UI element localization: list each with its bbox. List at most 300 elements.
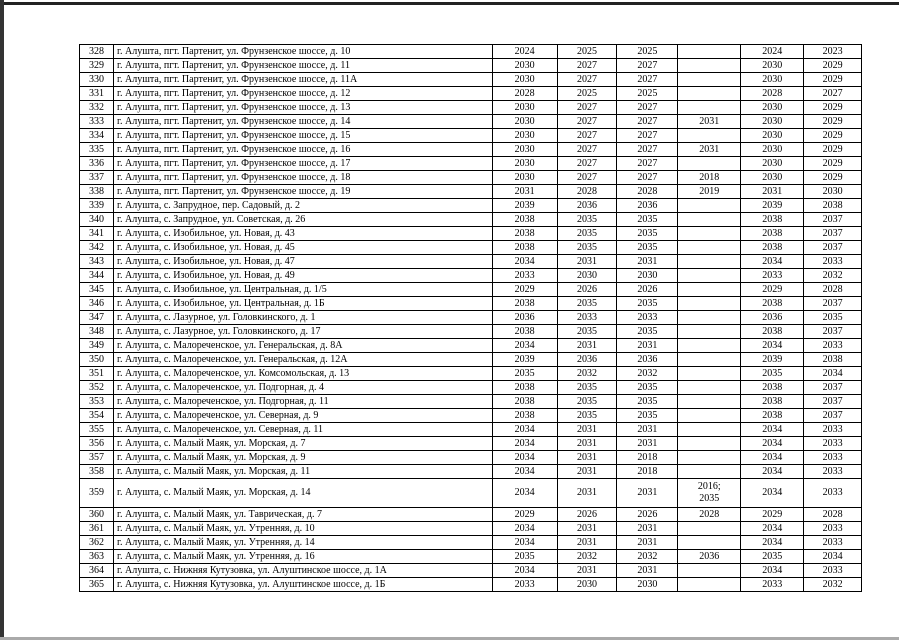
year-cell-5: 2034 [741,465,804,479]
year-cell-6: 2027 [804,87,862,101]
year-cell-2: 2035 [557,325,617,339]
year-cell-2: 2027 [557,129,617,143]
year-cell-5: 2034 [741,451,804,465]
year-cell-2: 2035 [557,213,617,227]
year-cell-3: 2027 [617,143,678,157]
year-cell-4: 2031 [678,115,741,129]
year-cell-5: 2034 [741,479,804,508]
year-cell-2: 2031 [557,423,617,437]
year-cell-1: 2029 [492,508,557,522]
year-cell-5: 2034 [741,339,804,353]
year-cell-1: 2039 [492,353,557,367]
year-cell-5: 2038 [741,213,804,227]
year-cell-5: 2030 [741,59,804,73]
year-cell-5: 2030 [741,115,804,129]
year-cell-3: 2031 [617,437,678,451]
row-number: 339 [80,199,114,213]
year-cell-3: 2033 [617,311,678,325]
row-number: 353 [80,395,114,409]
row-number: 347 [80,311,114,325]
year-cell-5: 2030 [741,171,804,185]
year-cell-1: 2030 [492,171,557,185]
year-cell-5: 2030 [741,73,804,87]
year-cell-6: 2029 [804,157,862,171]
year-cell-4 [678,578,741,592]
year-cell-3: 2035 [617,297,678,311]
address-cell: г. Алушта, с. Малореченское, ул. Комсомольская, д. 13 [114,367,493,381]
year-cell-6: 2038 [804,353,862,367]
row-number: 364 [80,564,114,578]
year-cell-2: 2036 [557,353,617,367]
row-number: 349 [80,339,114,353]
year-cell-1: 2038 [492,241,557,255]
year-cell-6: 2028 [804,508,862,522]
year-cell-3: 2035 [617,227,678,241]
year-cell-1: 2038 [492,395,557,409]
year-cell-1: 2034 [492,522,557,536]
year-cell-5: 2033 [741,269,804,283]
year-cell-6: 2029 [804,59,862,73]
year-cell-2: 2036 [557,199,617,213]
year-cell-1: 2038 [492,409,557,423]
year-cell-5: 2038 [741,395,804,409]
year-cell-1: 2034 [492,451,557,465]
address-cell: г. Алушта, с. Малореченское, ул. Генеральская, д. 8А [114,339,493,353]
year-cell-4 [678,353,741,367]
table-row [80,479,862,508]
year-cell-3: 2035 [617,241,678,255]
year-cell-6: 2030 [804,185,862,199]
year-cell-3: 2031 [617,255,678,269]
year-cell-5: 2034 [741,536,804,550]
table-row [80,87,862,101]
year-cell-1: 2034 [492,339,557,353]
year-cell-5: 2034 [741,255,804,269]
table-row [80,297,862,311]
year-cell-4 [678,479,741,508]
year-cell-5: 2035 [741,367,804,381]
address-cell: г. Алушта, с. Малореченское, ул. Подгорная, д. 11 [114,395,493,409]
address-cell: г. Алушта, пгт. Партенит, ул. Фрунзенское шоссе, д. 18 [114,171,493,185]
year-cell-2: 2027 [557,73,617,87]
year-cell-6: 2029 [804,143,862,157]
year-cell-4 [678,269,741,283]
year-cell-6: 2037 [804,227,862,241]
table-row [80,325,862,339]
year-cell-line-2: 2035 [699,493,720,504]
year-cell-1: 2034 [492,465,557,479]
year-cell-6: 2034 [804,550,862,564]
row-number: 360 [80,508,114,522]
year-cell-2: 2035 [557,297,617,311]
table-row [80,59,862,73]
year-cell-3: 2035 [617,213,678,227]
year-cell-3: 2035 [617,381,678,395]
row-number: 340 [80,213,114,227]
year-cell-3: 2027 [617,171,678,185]
year-cell-5: 2024 [741,45,804,59]
year-cell-2: 2030 [557,578,617,592]
year-cell-2: 2026 [557,508,617,522]
year-cell-5: 2028 [741,87,804,101]
year-cell-6: 2029 [804,129,862,143]
year-cell-6: 2037 [804,381,862,395]
year-cell-4 [678,465,741,479]
year-cell-1: 2034 [492,536,557,550]
address-cell: г. Алушта, с. Изобильное, ул. Новая, д. 49 [114,269,493,283]
table-body [80,45,862,592]
year-cell-6: 2029 [804,101,862,115]
year-cell-3: 2018 [617,465,678,479]
row-number: 335 [80,143,114,157]
address-cell: г. Алушта, с. Малореченское, ул. Подгорная, д. 4 [114,381,493,395]
year-cell-4 [678,255,741,269]
year-cell-2: 2026 [557,283,617,297]
year-cell-1: 2038 [492,213,557,227]
year-cell-1: 2038 [492,227,557,241]
table-row [80,171,862,185]
table-row [80,157,862,171]
year-cell-2: 2028 [557,185,617,199]
row-number: 357 [80,451,114,465]
table-row [80,451,862,465]
year-cell-5: 2030 [741,157,804,171]
table-row [80,199,862,213]
year-cell-3: 2031 [617,423,678,437]
address-cell: г. Алушта, пгт. Партенит, ул. Фрунзенское шоссе, д. 13 [114,101,493,115]
table-row [80,508,862,522]
row-number: 354 [80,409,114,423]
year-cell-2: 2035 [557,395,617,409]
year-cell-6: 2037 [804,213,862,227]
address-cell: г. Алушта, с. Малый Маяк, ул. Утренняя, д. 16 [114,550,493,564]
year-cell-5: 2039 [741,353,804,367]
year-cell-4 [678,129,741,143]
scan-top-edge [0,0,899,6]
year-cell-5: 2038 [741,241,804,255]
row-number: 334 [80,129,114,143]
year-cell-1: 2038 [492,381,557,395]
year-cell-4 [678,73,741,87]
year-cell-2: 2035 [557,227,617,241]
table-row [80,536,862,550]
year-cell-4 [678,283,741,297]
year-cell-2: 2031 [557,437,617,451]
table-row [80,45,862,59]
year-cell-1: 2030 [492,143,557,157]
year-cell-6: 2023 [804,45,862,59]
year-cell-4 [678,423,741,437]
address-cell: г. Алушта, с. Малореченское, ул. Северная, д. 11 [114,423,493,437]
year-cell-5: 2034 [741,423,804,437]
year-cell-1: 2030 [492,59,557,73]
address-cell: г. Алушта, с. Малый Маяк, ул. Морская, д. 7 [114,437,493,451]
year-cell-2: 2027 [557,157,617,171]
year-cell-5: 2030 [741,129,804,143]
address-cell: г. Алушта, с. Изобильное, ул. Центральная, д. 1Б [114,297,493,311]
year-cell-1: 2034 [492,255,557,269]
address-cell: г. Алушта, с. Запрудное, пер. Садовый, д. 2 [114,199,493,213]
year-cell-6: 2037 [804,297,862,311]
row-number: 329 [80,59,114,73]
address-cell: г. Алушта, с. Малый Маяк, ул. Утренняя, д. 10 [114,522,493,536]
table-row [80,115,862,129]
year-cell-3: 2027 [617,115,678,129]
year-cell-5: 2029 [741,508,804,522]
year-cell-3: 2018 [617,451,678,465]
year-cell-3: 2026 [617,283,678,297]
year-cell-2: 2031 [557,564,617,578]
year-cell-3: 2031 [617,536,678,550]
address-cell: г. Алушта, пгт. Партенит, ул. Фрунзенское шоссе, д. 11 [114,59,493,73]
year-cell-4 [678,101,741,115]
housing-schedule-table [79,44,862,592]
table-row [80,353,862,367]
year-cell-4 [678,227,741,241]
table-row [80,437,862,451]
row-number: 348 [80,325,114,339]
row-number: 358 [80,465,114,479]
row-number: 330 [80,73,114,87]
year-cell-1: 2028 [492,87,557,101]
year-cell-6: 2037 [804,241,862,255]
year-cell-4 [678,381,741,395]
row-number: 350 [80,353,114,367]
row-number: 355 [80,423,114,437]
table-row [80,465,862,479]
year-cell-5: 2038 [741,297,804,311]
year-cell-3: 2036 [617,199,678,213]
address-cell: г. Алушта, с. Малореченское, ул. Генеральская, д. 12А [114,353,493,367]
address-cell: г. Алушта, с. Малый Маяк, ул. Морская, д. 14 [114,479,493,508]
address-cell: г. Алушта, с. Лазурное, ул. Головкинского, д. 1 [114,311,493,325]
year-cell-6: 2033 [804,423,862,437]
address-cell: г. Алушта, с. Лазурное, ул. Головкинского, д. 17 [114,325,493,339]
year-cell-2: 2027 [557,171,617,185]
year-cell-4 [678,409,741,423]
row-number: 332 [80,101,114,115]
year-cell-4: 2028 [678,508,741,522]
year-cell-5: 2039 [741,199,804,213]
year-cell-3: 2036 [617,353,678,367]
year-cell-1: 2038 [492,297,557,311]
year-cell-2: 2031 [557,451,617,465]
year-cell-3: 2025 [617,87,678,101]
year-cell-6: 2033 [804,465,862,479]
year-cell-6: 2032 [804,269,862,283]
year-cell-6: 2029 [804,73,862,87]
year-cell-1: 2030 [492,73,557,87]
year-cell-1: 2034 [492,423,557,437]
year-cell-4 [678,367,741,381]
table-row [80,578,862,592]
address-cell: г. Алушта, с. Нижняя Кутузовка, ул. Алуштинское шоссе, д. 1Б [114,578,493,592]
year-cell-5: 2038 [741,381,804,395]
year-cell-3: 2027 [617,101,678,115]
year-cell-5: 2034 [741,522,804,536]
year-cell-2: 2032 [557,367,617,381]
row-number: 359 [80,479,114,508]
year-cell-3: 2027 [617,157,678,171]
table-row [80,73,862,87]
row-number: 365 [80,578,114,592]
table-row [80,283,862,297]
year-cell-4 [678,157,741,171]
year-cell-6: 2028 [804,283,862,297]
address-cell: г. Алушта, с. Нижняя Кутузовка, ул. Алуштинское шоссе, д. 1А [114,564,493,578]
year-cell-4 [678,213,741,227]
year-cell-6: 2032 [804,578,862,592]
year-cell-4 [678,59,741,73]
year-cell-4: 2031 [678,143,741,157]
year-cell-4 [678,325,741,339]
table-row [80,550,862,564]
year-cell-6: 2029 [804,115,862,129]
year-cell-1: 2035 [492,367,557,381]
year-cell-6: 2033 [804,437,862,451]
row-number: 344 [80,269,114,283]
year-cell-6: 2033 [804,564,862,578]
year-cell-2: 2030 [557,269,617,283]
year-cell-3: 2027 [617,59,678,73]
year-cell-3: 2025 [617,45,678,59]
year-cell-2: 2025 [557,45,617,59]
year-cell-1: 2029 [492,283,557,297]
row-number: 346 [80,297,114,311]
year-cell-3: 2032 [617,367,678,381]
year-cell-5: 2029 [741,283,804,297]
row-number: 352 [80,381,114,395]
year-cell-6: 2033 [804,536,862,550]
year-cell-2: 2027 [557,115,617,129]
year-cell-5: 2036 [741,311,804,325]
address-cell: г. Алушта, пгт. Партенит, ул. Фрунзенское шоссе, д. 10 [114,45,493,59]
address-cell: г. Алушта, пгт. Партенит, ул. Фрунзенское шоссе, д. 19 [114,185,493,199]
table-row [80,143,862,157]
year-cell-3: 2027 [617,73,678,87]
address-cell: г. Алушта, пгт. Партенит, ул. Фрунзенское шоссе, д. 12 [114,87,493,101]
year-cell-5: 2031 [741,185,804,199]
year-cell-2: 2033 [557,311,617,325]
year-cell-4 [678,339,741,353]
row-number: 336 [80,157,114,171]
row-number: 345 [80,283,114,297]
table-row [80,101,862,115]
year-cell-3: 2031 [617,339,678,353]
table-row [80,564,862,578]
address-cell: г. Алушта, с. Изобильное, ул. Новая, д. 45 [114,241,493,255]
year-cell-2: 2027 [557,143,617,157]
year-cell-2: 2027 [557,101,617,115]
year-cell-4 [678,241,741,255]
year-cell-2: 2025 [557,87,617,101]
year-cell-4 [678,437,741,451]
address-cell: г. Алушта, с. Запрудное, ул. Советская, д. 26 [114,213,493,227]
year-cell-5: 2034 [741,564,804,578]
year-cell-2: 2031 [557,522,617,536]
year-cell-5: 2034 [741,437,804,451]
address-cell: г. Алушта, с. Малореченское, ул. Северная, д. 9 [114,409,493,423]
address-cell: г. Алушта, с. Малый Маяк, ул. Морская, д. 9 [114,451,493,465]
table-row [80,381,862,395]
table-row [80,409,862,423]
row-number: 363 [80,550,114,564]
year-cell-4 [678,564,741,578]
year-cell-5: 2038 [741,409,804,423]
row-number: 333 [80,115,114,129]
year-cell-6: 2033 [804,255,862,269]
year-cell-1: 2033 [492,269,557,283]
year-cell-6: 2037 [804,409,862,423]
address-cell: г. Алушта, пгт. Партенит, ул. Фрунзенское шоссе, д. 16 [114,143,493,157]
year-cell-3: 2026 [617,508,678,522]
year-cell-2: 2032 [557,550,617,564]
year-cell-3: 2031 [617,564,678,578]
year-cell-line-1: 2016; [697,481,721,492]
year-cell-1: 2038 [492,325,557,339]
year-cell-2: 2031 [557,465,617,479]
year-cell-4 [678,522,741,536]
table-row [80,255,862,269]
year-cell-3: 2035 [617,325,678,339]
table-row [80,213,862,227]
row-number: 342 [80,241,114,255]
year-cell-1: 2036 [492,311,557,325]
year-cell-4 [678,395,741,409]
table-row [80,185,862,199]
year-cell-4 [678,297,741,311]
year-cell-1: 2035 [492,550,557,564]
year-cell-5: 2035 [741,550,804,564]
address-cell: г. Алушта, с. Изобильное, ул. Центральная, д. 1/5 [114,283,493,297]
year-cell-4: 2019 [678,185,741,199]
year-cell-4: 2018 [678,171,741,185]
year-cell-1: 2030 [492,115,557,129]
table-row [80,227,862,241]
year-cell-1: 2030 [492,101,557,115]
address-cell: г. Алушта, с. Изобильное, ул. Новая, д. 43 [114,227,493,241]
year-cell-3: 2030 [617,269,678,283]
address-cell: г. Алушта, с. Малый Маяк, ул. Утренняя, д. 14 [114,536,493,550]
address-cell: г. Алушта, с. Малый Маяк, ул. Морская, д. 11 [114,465,493,479]
year-cell-3: 2030 [617,578,678,592]
table-row [80,522,862,536]
year-cell-1: 2024 [492,45,557,59]
row-number: 338 [80,185,114,199]
year-cell-6: 2033 [804,451,862,465]
address-cell: г. Алушта, с. Малый Маяк, ул. Таврическая, д. 7 [114,508,493,522]
year-cell-1: 2033 [492,578,557,592]
year-cell-5: 2033 [741,578,804,592]
row-number: 341 [80,227,114,241]
year-cell-5: 2030 [741,101,804,115]
row-number: 328 [80,45,114,59]
address-cell: г. Алушта, пгт. Партенит, ул. Фрунзенское шоссе, д. 15 [114,129,493,143]
year-cell-4: 2036 [678,550,741,564]
table-row [80,311,862,325]
year-cell-1: 2034 [492,479,557,508]
year-cell-5: 2038 [741,227,804,241]
year-cell-5: 2030 [741,143,804,157]
year-cell-2: 2035 [557,381,617,395]
address-cell: г. Алушта, пгт. Партенит, ул. Фрунзенское шоссе, д. 17 [114,157,493,171]
year-cell-1: 2030 [492,129,557,143]
year-cell-3: 2031 [617,522,678,536]
scan-left-edge [0,0,4,640]
year-cell-5: 2038 [741,325,804,339]
year-cell-1: 2039 [492,199,557,213]
year-cell-2: 2031 [557,479,617,508]
